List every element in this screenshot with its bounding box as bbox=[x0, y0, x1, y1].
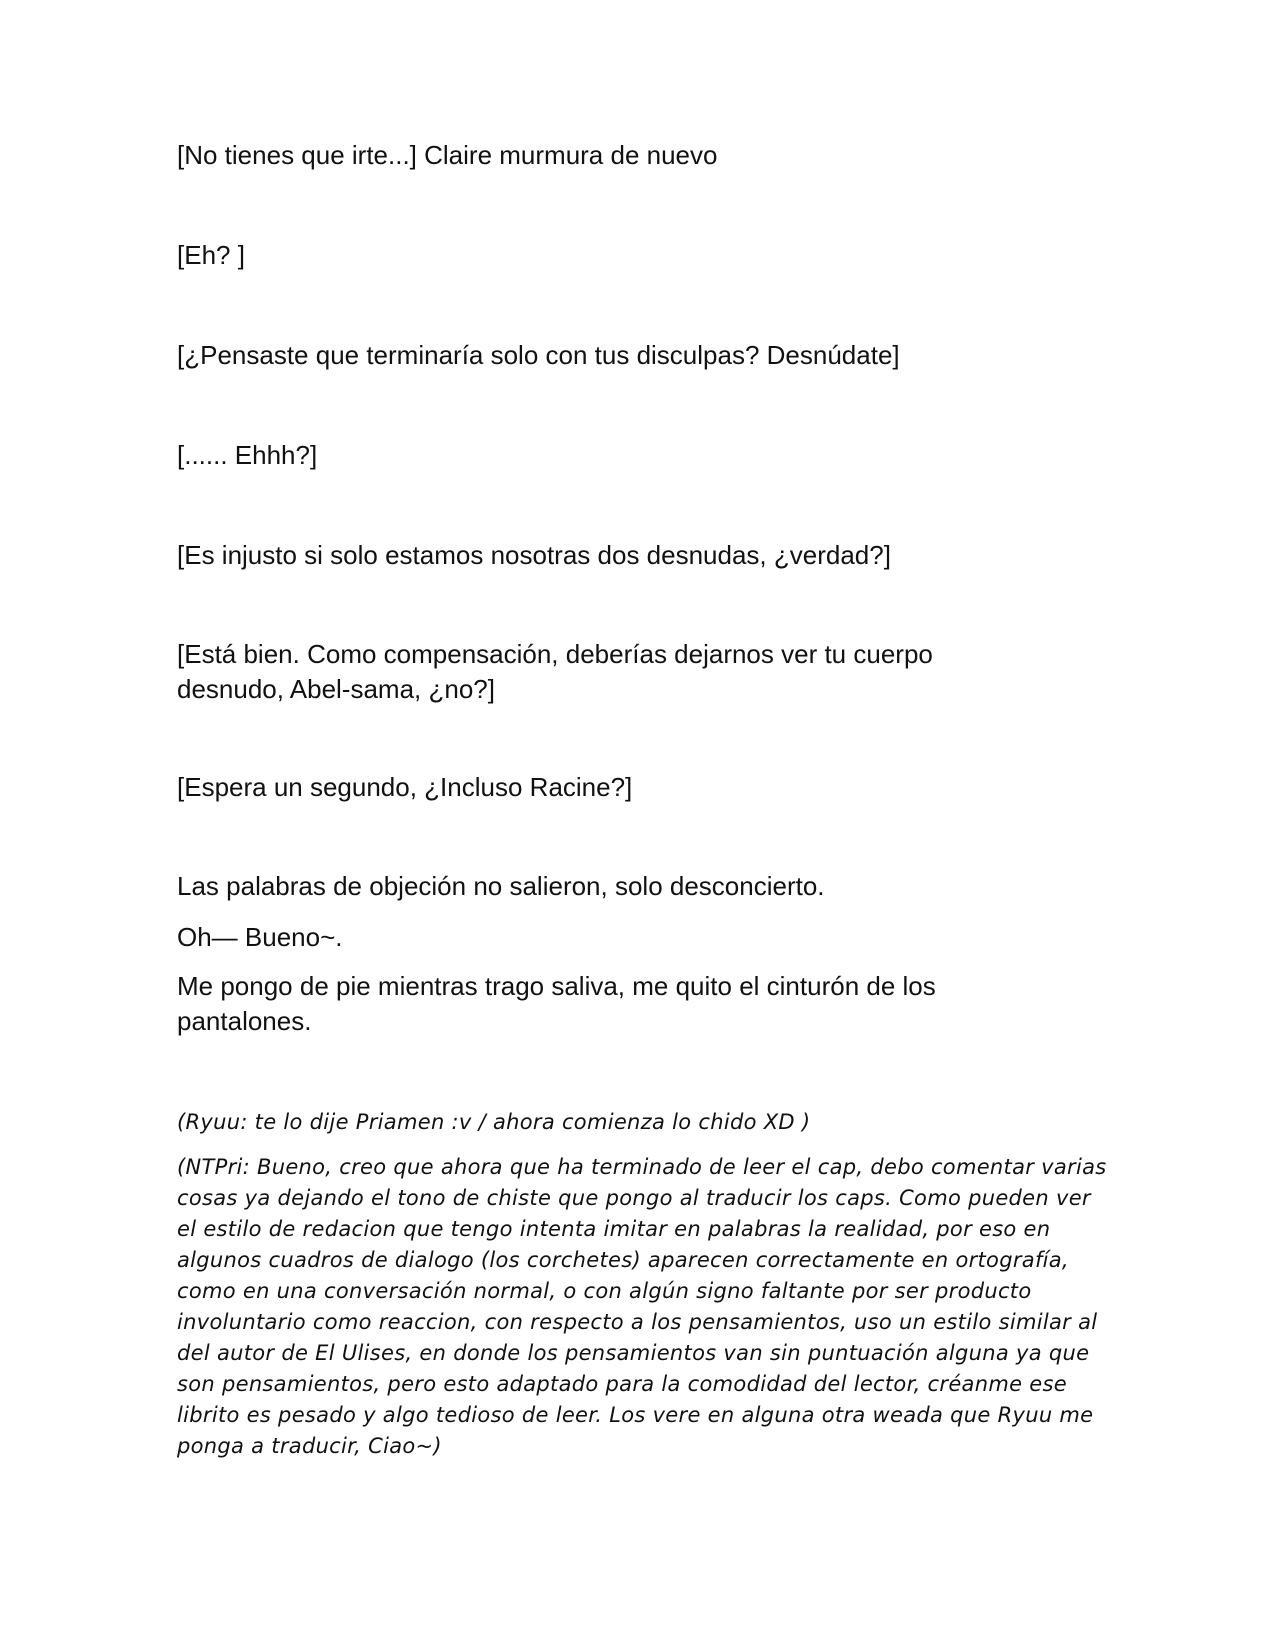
dialogue-line: [Eh? ] bbox=[177, 240, 245, 270]
translator-note: (NTPri: Bueno, creo que ahora que ha terminado de leer el cap, debo comentar varias cosas ya dejando el tono de chiste que pongo al traducir los caps. Como pueden ver el estilo de redacion que tengo intenta imitar en palabras la realidad, por eso en algunos cuadros de dialogo (los corchetes) aparecen correctamente en ortografía, como en una conversación normal, o con algún signo faltante por ser producto involuntario como reaccion, con respecto a los pensamientos, uso un estilo similar al del autor de El Ulises, en donde los pensamientos van sin puntuación alguna ya que son pensamientos, pero esto adaptado para la comodidad del lector, créanme ese librito es pesado y algo tedioso de leer. Los vere en alguna otra weada que Ryuu me ponga a traducir, Ciao~) bbox=[177, 1155, 1107, 1458]
translator-note: (Ryuu: te lo dije Priamen :v / ahora comienza lo chido XD ) bbox=[177, 1110, 811, 1134]
dialogue-line: [...... Ehhh?] bbox=[177, 440, 318, 470]
narration-paragraph: Las palabras de objeción no salieron, solo desconcierto. bbox=[177, 871, 825, 901]
dialogue-line: [¿Pensaste que terminaría solo con tus disculpas? Desnúdate] bbox=[177, 340, 900, 370]
dialogue-line: [Es injusto si solo estamos nosotras dos desnudas, ¿verdad?] bbox=[177, 540, 891, 570]
narration-paragraph: Me pongo de pie mientras trago saliva, me quito el cinturón de los pantalones. bbox=[177, 971, 936, 1036]
dialogue-line: [Está bien. Como compensación, deberías dejarnos ver tu cuerpo desnudo, Abel-sama, ¿no?] bbox=[177, 639, 933, 704]
dialogue-line: [Espera un segundo, ¿Incluso Racine?] bbox=[177, 772, 633, 802]
dialogue-line: [No tienes que irte...] Claire murmura de nuevo bbox=[177, 140, 718, 170]
narration-paragraph: Oh— Bueno~. bbox=[177, 922, 343, 952]
